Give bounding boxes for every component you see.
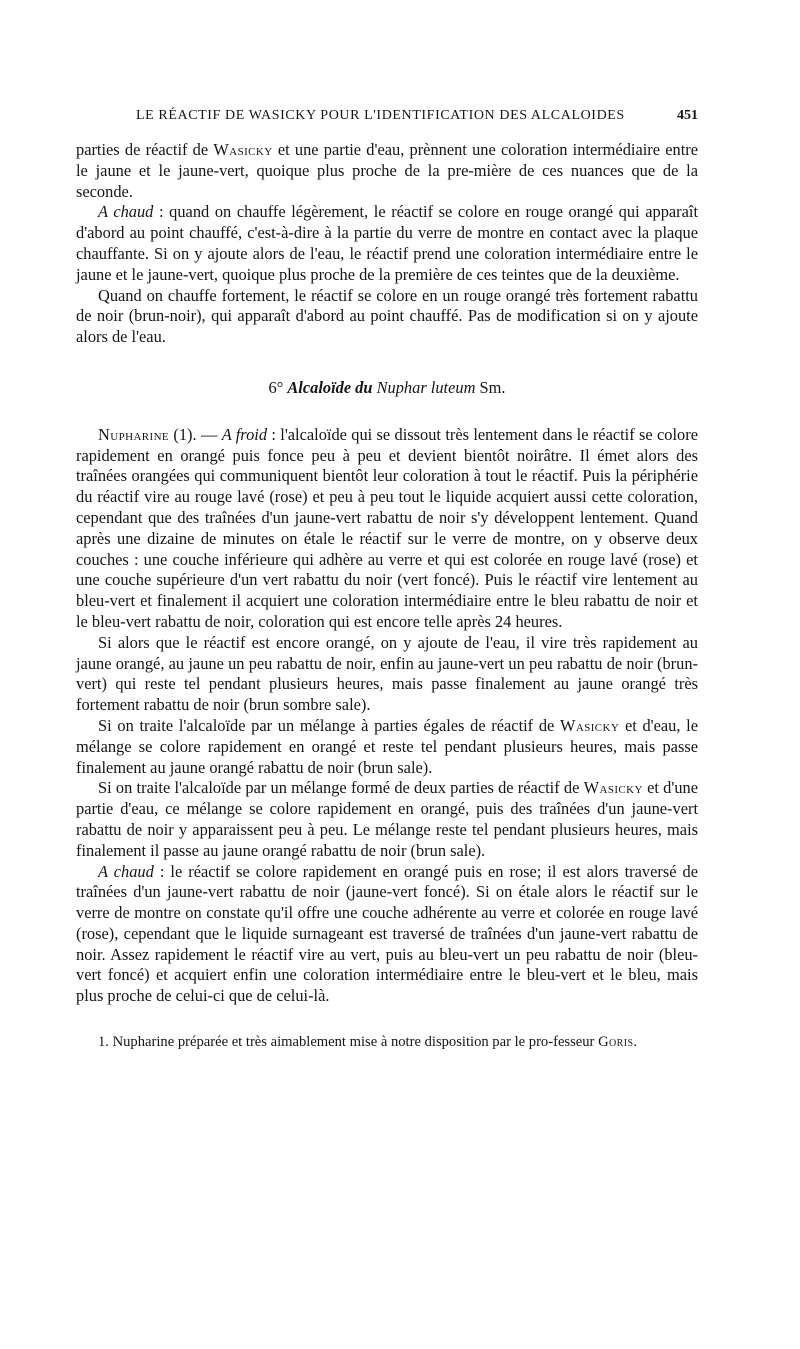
paragraph-nupharine: Nupharine (1). — A froid : l'alcaloïde qui se dissout très lentement dans le réactif se colore rapidement en orangé puis fonce peu à peu et devient bientôt noirâtre. Il émet alors des traînées orangées qui communiquent bientôt leur coloration à tout le réactif. Puis la périphérie du réactif vire au rouge lavé (rose) et peu à peu tout le liquide acquiert aussi cette coloration, cependant que des traînées d'un jaune-vert rabattu de noir s'y développent lentement. Quand après une dizaine de minutes on étale le réactif sur le verre de montre, on y observe deux couches : une couche inférieure qui adhère au verre et qui est colorée en rouge lavé (rose) et une couche supérieure d'un vert rabattu du noir (vert foncé). Puis le réactif vire lentement au bleu-vert et finalement il acquiert une coloration intermédiaire entre le bleu rabattu de noir et le bleu-vert rabattu de noir, coloration qui est encore telle après 24 heures. xyxy=(76,424,698,631)
paragraph-chauffe-fortement: Quand on chauffe fortement, le réactif se colore en un rouge orangé très fortement rabattu de noir (brun-noir), qui apparaît d'abord au point chauffé. Pas de modification si on y ajoute alors de l'eau. xyxy=(76,285,698,347)
page-number: 451 xyxy=(677,108,698,123)
author-name: Goris xyxy=(598,1034,634,1051)
footnote-ref: (1) xyxy=(173,424,193,444)
author-name: Wasicky xyxy=(583,778,643,798)
species-author: Sm. xyxy=(479,377,506,397)
body-text xyxy=(76,140,698,1007)
paragraph-ajout-eau: Si alors que le réactif est encore orangé, on y ajoute de l'eau, il vire très rapidement au jaune orangé, au jaune un peu rabattu de noir, enfin au jaune-vert un peu rabattu de noir (brun-vert) qui reste tel pendant plusieurs heures, mais passe finalement au jaune orangé très fortement rabattu de noir (brun sombre sale). xyxy=(76,632,698,715)
paragraph-1: parties de réactif de Wasicky et une partie d'eau, prènnent une coloration intermédiaire entre le jaune et le jaune-vert, quoique plus proche de la pre-mière de ces nuances que de la seconde. xyxy=(76,140,698,201)
section-number: 6° xyxy=(268,377,284,397)
italic-label: A froid xyxy=(221,424,268,444)
paragraph-a-chaud: A chaud : quand on chauffe légèrement, le réactif se colore en rouge orangé qui apparaît d'abord au point chauffé, c'est-à-dire à la partie du verre de montre en contact avec la plaque chauffante. Si on y ajoute alors de l'eau, le réactif prend une coloration intermédiaire entre le jaune et le jaune-vert, quoique plus proche de la première de ces teintes que de la deuxième. xyxy=(76,202,699,284)
book-page xyxy=(76,108,698,1067)
author-name: Wasicky xyxy=(560,715,620,735)
footnote: 1. Nupharine préparée et très aimablement mise à notre disposition par le pro-fesseur Goris. xyxy=(98,1034,638,1051)
paragraph-parties-egales: Si on traite l'alcaloïde par un mélange à parties égales de réactif de Wasicky et d'eau, le mélange se colore rapidement en orangé et reste tel pendant plusieurs heures, mais passe finalement au jaune orangé rabattu de noir (brun sale). xyxy=(76,715,698,777)
compound-name: Nupharine xyxy=(98,424,170,444)
section-heading xyxy=(76,378,698,399)
italic-label: A chaud xyxy=(98,202,154,222)
running-title: LE RÉACTIF DE WASICKY POUR L'IDENTIFICATION DES ALCALOIDES xyxy=(136,108,625,123)
section-title: Alcaloïde du xyxy=(287,377,373,397)
paragraph-a-chaud-2: A chaud : le réactif se colore rapidement en orangé puis en rose; il est alors traversé de traînées d'un jaune-vert rabattu de noir (jaune-vert foncé). Si on étale alors le réactif sur le verre de montre on constate qu'il offre une couche adhérente au verre et colorée en rouge lavé (rose), cependant que le liquide surnageant est traversé de traînées d'un jaune-vert rabattu de noir. Assez rapidement le réactif vire au vert, puis au bleu-vert un peu rabattu de noir (bleu-vert foncé) et acquiert enfin une coloration intermédiaire entre le bleu-vert et le bleu, mais plus proche de celui-ci que de celui-là. xyxy=(76,861,698,1006)
paragraph-deux-parties: Si on traite l'alcaloïde par un mélange formé de deux parties de réactif de Wasicky et d'une partie d'eau, ce mélange se colore rapidement en orangé, puis des traînées d'un jaune-vert rabattu de noir y apparaissent peu à peu. Le mélange reste tel pendant plusieurs heures, mais finalement il passe au jaune orangé rabattu de noir (brun sale). xyxy=(76,778,698,860)
italic-label: A chaud xyxy=(98,861,154,881)
author-name: Wasicky xyxy=(213,140,273,159)
species-name: Nuphar luteum xyxy=(376,377,476,397)
running-header xyxy=(76,108,698,124)
